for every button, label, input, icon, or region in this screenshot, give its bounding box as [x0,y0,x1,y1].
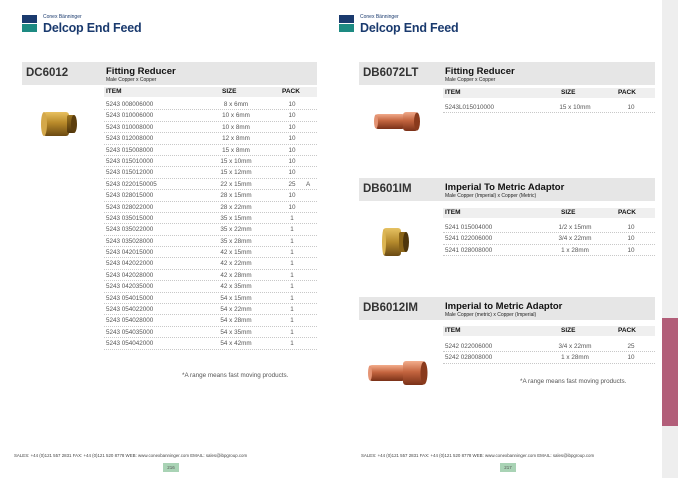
range-note: *A range means fast moving products. [182,372,289,379]
col-item: ITEM [106,88,122,95]
table-row [443,222,655,233]
col-item: ITEM [445,89,461,96]
row-pack: 10 [288,169,296,177]
row-size: 3/4 x 22mm [558,343,592,350]
row-item: 5243 035015000 [106,214,154,222]
table-row [104,258,317,269]
conex-logo-icon [339,15,354,32]
row-pack: 10 [627,235,635,243]
col-pack: PACK [618,327,636,334]
row-size: 15 x 8mm [222,146,250,154]
row-size: 35 x 22mm [220,226,252,234]
row-item: 5243 015012000 [106,169,154,177]
row-pack: 10 [288,123,296,131]
product-code: DB6072LT [363,67,419,79]
row-size: 28 x 15mm [220,192,252,200]
table-row [104,236,317,247]
conex-logo-icon [22,15,37,32]
row-pack: 10 [288,192,296,200]
row-size: 22 x 15mm [220,180,252,188]
section-tab [662,318,678,426]
row-size: 42 x 15mm [220,249,252,257]
row-size: 42 x 28mm [220,271,252,279]
row-item: 5243 054028000 [106,317,154,325]
brand-title: Delcop End Feed [43,21,142,35]
product-code: DC6012 [26,67,69,79]
table-row [104,145,317,156]
row-size: 42 x 22mm [220,260,252,268]
row-pack: 1 [290,260,294,268]
row-item: 5243 008006000 [106,101,154,108]
row-pack: 1 [290,328,294,336]
col-size: SIZE [561,209,576,216]
right-page [339,0,661,478]
row-pack: 1 [290,340,294,348]
row-size: 3/4 x 22mm [558,235,592,243]
row-size: 15 x 10mm [559,104,591,111]
row-pack: 10 [288,112,296,120]
table-row [443,233,655,244]
table-row [104,122,317,133]
table-row [104,327,317,338]
page-number: 217 [500,463,516,472]
table-row [104,281,317,292]
fitting-reducer-copper-image [373,109,423,133]
row-item: 5243 054015000 [106,294,154,302]
row-item: 5243 042035000 [106,283,154,291]
table-row [104,99,317,110]
row-item: 5243L015010000 [445,104,495,111]
row-item: 5243 028022000 [106,203,154,211]
table-row [104,179,317,190]
col-size: SIZE [222,88,237,95]
row-pack: 25 [288,180,296,188]
table-row [104,338,317,349]
row-item: 5243 054035000 [106,328,154,336]
row-size: 10 x 8mm [222,123,250,131]
row-item: 5243 012008000 [106,135,154,143]
table-row [104,133,317,144]
row-pack: 10 [288,146,296,154]
table-row [104,190,317,201]
row-item: 5243 0220150005 [106,180,157,188]
row-pack: 10 [288,101,296,108]
page-footer: SALES: +44 (0)121 557 2831 FAX: +44 (0)121 520 8778 WEB: www.conexbanninger.com EMAIL: sales@ibpgroup.com [14,453,248,458]
product-title: Imperial to Metric Adaptor [445,301,563,312]
left-page [0,0,330,478]
row-item: 5241 028008000 [445,246,493,254]
row-size: 12 x 8mm [222,135,250,143]
col-size: SIZE [561,327,576,334]
row-pack: 1 [290,271,294,279]
table-row [104,167,317,178]
product-subtitle: Male Copper (metric) x Copper (Imperial) [445,312,537,318]
section-header [22,62,317,85]
row-pack: 1 [290,283,294,291]
row-pack: 25 [627,343,635,350]
row-pack: 10 [627,246,635,254]
column-header [104,87,317,97]
row-size: 54 x 35mm [220,328,252,336]
col-size: SIZE [561,89,576,96]
row-size: 54 x 15mm [220,294,252,302]
row-item: 5243 015010000 [106,157,154,165]
page-number: 216 [163,463,179,472]
row-pack: 1 [290,306,294,314]
row-item: 5242 028008000 [445,354,493,362]
row-item: 5243 042015000 [106,249,154,257]
row-pack: 1 [290,226,294,234]
row-size: 35 x 28mm [220,237,252,245]
column-header [443,208,655,218]
brand-small: Conex Bänninger [43,14,82,20]
row-item: 5243 054022000 [106,306,154,314]
table-row [104,156,317,167]
row-pack: 1 [290,214,294,222]
row-item: 5243 010008000 [106,123,154,131]
row-flag: A [306,180,311,188]
section-header [359,297,655,320]
section-header [359,178,655,201]
row-item: 5243 054042000 [106,340,154,348]
product-subtitle: Male Copper x Copper [445,77,496,83]
table-row [443,341,655,352]
row-size: 35 x 15mm [220,214,252,222]
product-title: Imperial To Metric Adaptor [445,182,565,193]
row-item: 5243 042022000 [106,260,154,268]
table-row [443,352,655,363]
table-row [104,213,317,224]
col-pack: PACK [618,209,636,216]
row-size: 54 x 28mm [220,317,252,325]
row-item: 5243 015008000 [106,146,154,154]
row-pack: 1 [290,249,294,257]
row-size: 1/2 x 15mm [558,224,592,231]
row-item: 5243 042028000 [106,271,154,279]
row-pack: 10 [627,104,635,111]
row-pack: 10 [627,224,635,231]
imperial-metric-adaptor-image [381,224,411,260]
row-item: 5243 035022000 [106,226,154,234]
row-pack: 10 [627,354,635,362]
product-table [443,222,655,256]
row-pack: 1 [290,294,294,302]
row-item: 5241 015004000 [445,224,493,231]
brand-small: Conex Bänninger [360,14,399,20]
range-note: *A range means fast moving products. [520,378,627,385]
row-item: 5243 028015000 [106,192,154,200]
row-pack: 1 [290,317,294,325]
table-row [104,202,317,213]
table-row [104,270,317,281]
section-header [359,62,655,85]
fitting-reducer-image [40,106,80,140]
row-pack: 10 [288,157,296,165]
row-size: 28 x 22mm [220,203,252,211]
row-size: 42 x 35mm [220,283,252,291]
row-size: 54 x 22mm [220,306,252,314]
col-pack: PACK [618,89,636,96]
imperial-metric-adaptor-copper-image [367,357,429,389]
row-size: 1 x 28mm [561,354,589,362]
row-size: 1 x 28mm [561,246,589,254]
row-size: 8 x 6mm [223,101,249,108]
row-pack: 10 [288,203,296,211]
row-pack: 10 [288,135,296,143]
table-row [104,304,317,315]
product-code: DB6012IM [363,302,418,314]
col-pack: PACK [282,88,300,95]
product-code: DB601IM [363,183,412,195]
row-item: 5241 022006000 [445,235,493,243]
row-size: 54 x 42mm [220,340,252,348]
row-size: 15 x 10mm [220,157,252,165]
row-item: 5243 035028000 [106,237,154,245]
row-item: 5243 010006000 [106,112,154,120]
product-title: Fitting Reducer [445,66,515,77]
col-item: ITEM [445,327,461,334]
product-title: Fitting Reducer [106,66,176,77]
table-row [443,245,655,256]
brand-title: Delcop End Feed [360,21,459,35]
column-header [443,326,655,336]
table-row [104,110,317,121]
row-size: 15 x 12mm [220,169,252,177]
table-row [104,247,317,258]
product-table [443,341,655,364]
product-subtitle: Male Copper (Imperial) x Copper (Metric) [445,193,537,199]
table-row [443,102,655,113]
row-size: 10 x 6mm [222,112,250,120]
page-footer: SALES: +44 (0)121 557 2831 FAX: +44 (0)121 520 8778 WEB: www.conexbanninger.com EMAIL: sales@ibpgroup.com [361,453,595,458]
column-header [443,88,655,98]
product-subtitle: Male Copper x Copper [106,77,157,83]
table-row [104,293,317,304]
product-table [443,102,655,113]
table-row [104,224,317,235]
row-pack: 1 [290,237,294,245]
col-item: ITEM [445,209,461,216]
product-table [104,99,317,350]
row-item: 5242 022006000 [445,343,493,350]
table-row [104,315,317,326]
